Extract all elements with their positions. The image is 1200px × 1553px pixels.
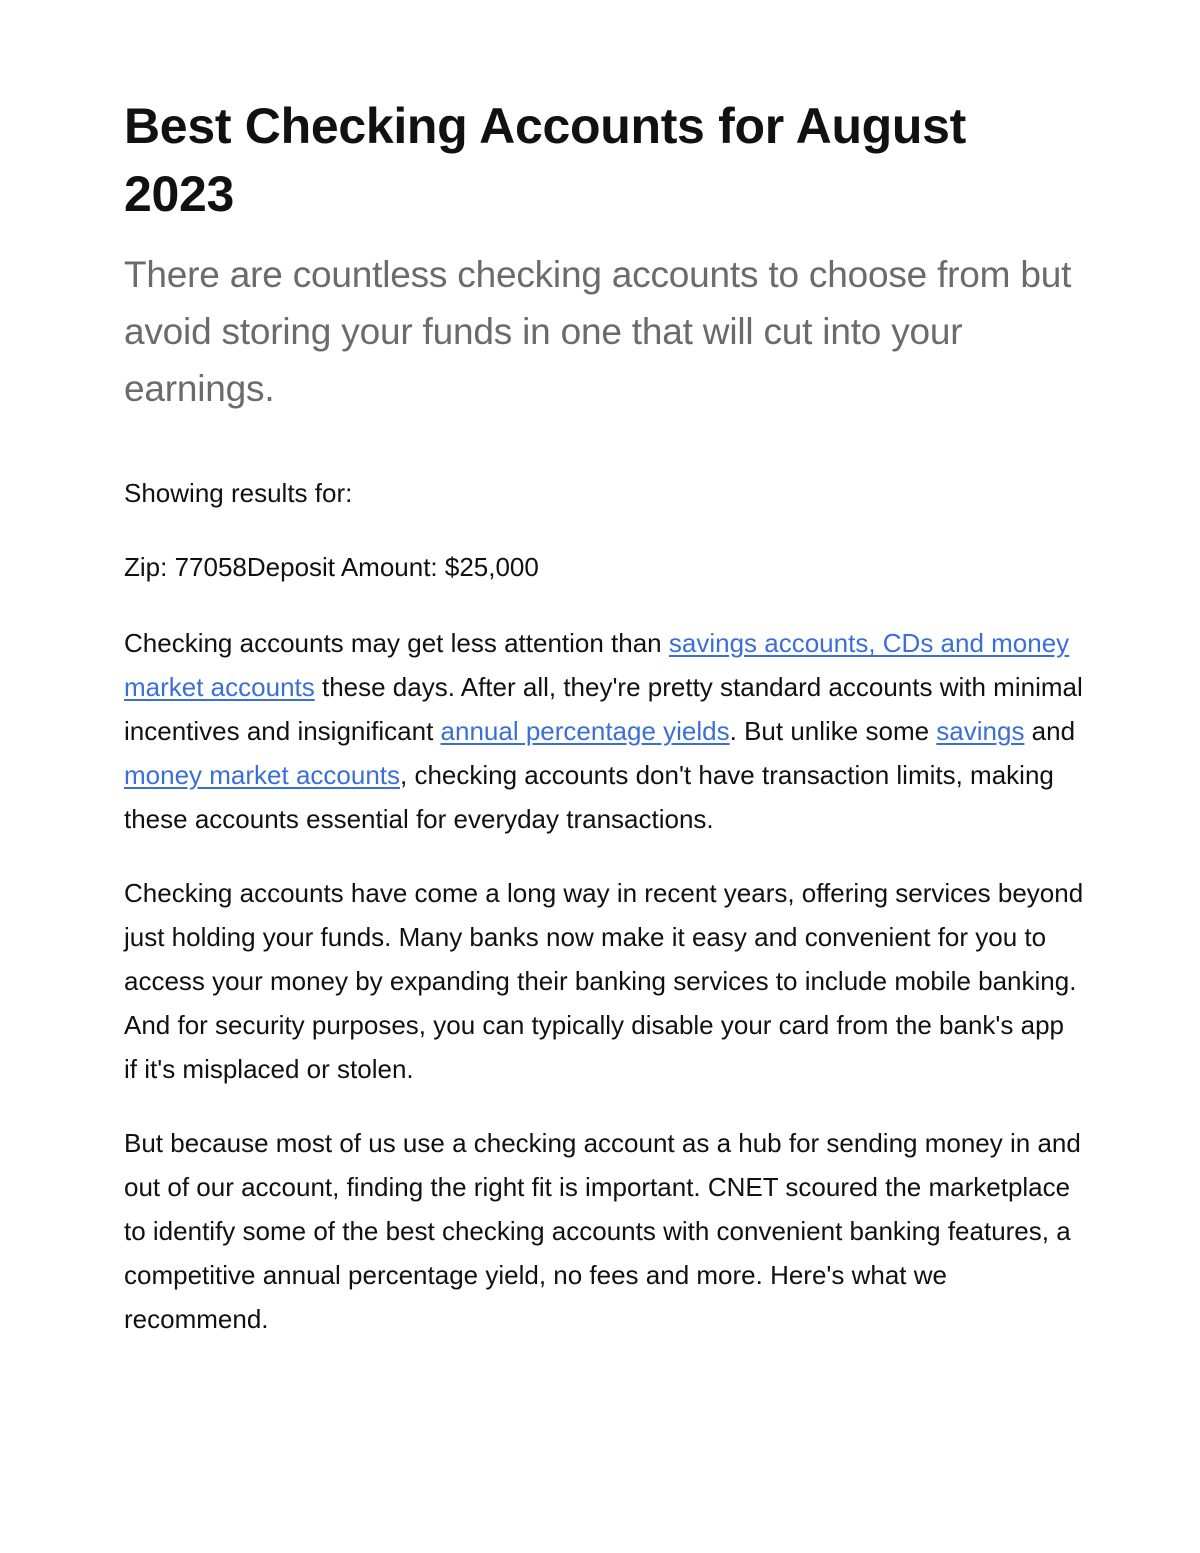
page-subtitle: There are countless checking accounts to choose from but avoid storing your funds in one that will cut into your earnings. [124,254,1072,409]
paragraph-text: these days. After all, they're pretty standard accounts with minimal incentives and insignificant [124,672,1083,746]
results-heading: Showing results for: [124,478,353,508]
zip-value: Zip: 77058 [124,552,247,582]
article [124,92,1084,1341]
money-market-accounts-link[interactable]: money market accounts [124,760,401,790]
annual-percentage-yields-link[interactable]: annual percentage yields [440,716,730,746]
page-title: Best Checking Accounts for August 2023 [124,98,967,222]
paragraph-text: Checking accounts may get less attention than [124,628,669,658]
paragraph-text: and [1024,716,1076,746]
paragraph-text: , checking accounts don't have transaction limits, making these accounts essential for everyday transactions. [124,760,1054,834]
paragraph-text: . But unlike some [729,716,937,746]
deposit-amount-value: Deposit Amount: $25,000 [246,552,539,582]
features-paragraph: Checking accounts have come a long way in recent years, offering services beyond just holding your funds. Many banks now make it easy and convenient for you to access your money by expanding their banking services to include mobile banking. And for security purposes, you can typically disable your card from the bank's app if it's misplaced or stolen. [124,878,1084,1084]
intro-paragraph [124,621,1084,841]
recommendation-paragraph: But because most of us use a checking account as a hub for sending money in and out of our account, finding the right fit is important. CNET scoured the marketplace to identify some of the best checking accounts with convenient banking features, a competitive annual percentage yield, no fees and more. Here's what we recommend. [124,1128,1081,1334]
results-filters [124,549,1084,585]
savings-link[interactable]: savings [936,716,1025,746]
savings-cds-money-market-link[interactable]: savings accounts, CDs and money market accounts [124,628,1070,702]
